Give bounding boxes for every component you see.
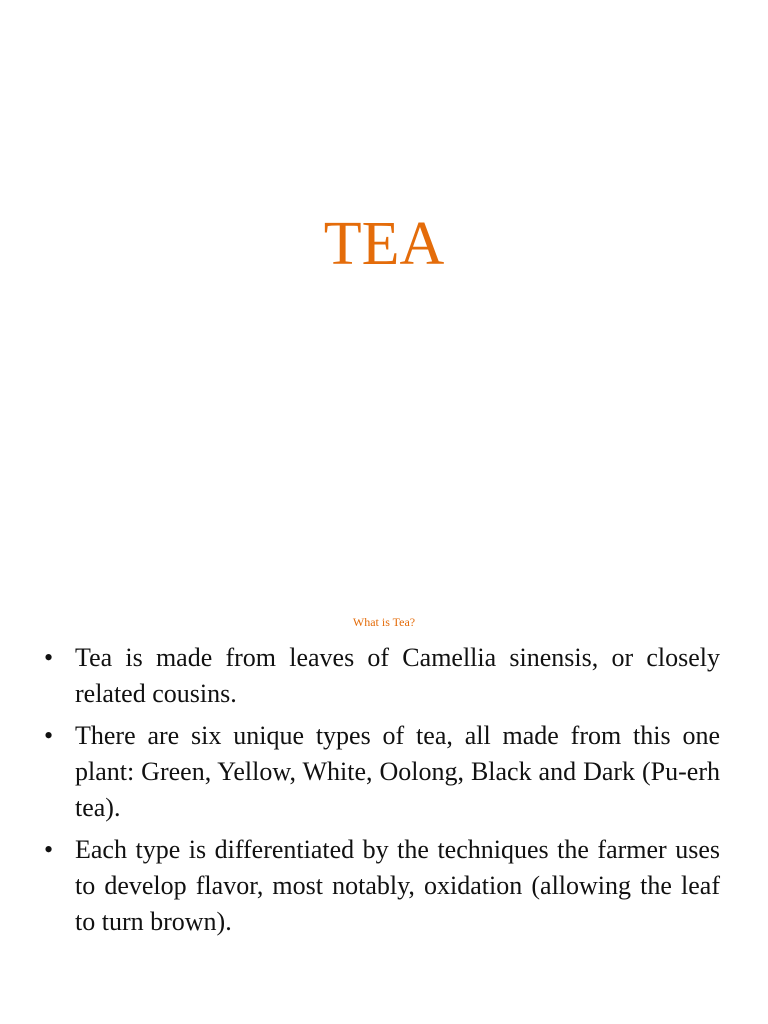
slide-subtitle: What is Tea? [352, 615, 416, 629]
bullet-dot-icon: • [44, 643, 54, 672]
bullet-text: Tea is made from leaves of Camellia sinensis, or closely related cousins. [75, 643, 720, 708]
bullet-list [40, 640, 720, 946]
bullet-dot-icon: • [44, 835, 54, 864]
bullet-text: Each type is differentiated by the techniques the farmer uses to develop flavor, most notably, oxidation (allowing the leaf to turn brown). [75, 835, 720, 936]
bullet-item [40, 640, 720, 712]
bullet-dot-icon: • [44, 721, 54, 750]
bullet-text: There are six unique types of tea, all made from this one plant: Green, Yellow, White, Oolong, Black and Dark (Pu-erh tea). [75, 721, 720, 822]
bullet-item [40, 832, 720, 940]
slide-title: TEA [323, 210, 445, 278]
bullet-item [40, 718, 720, 826]
